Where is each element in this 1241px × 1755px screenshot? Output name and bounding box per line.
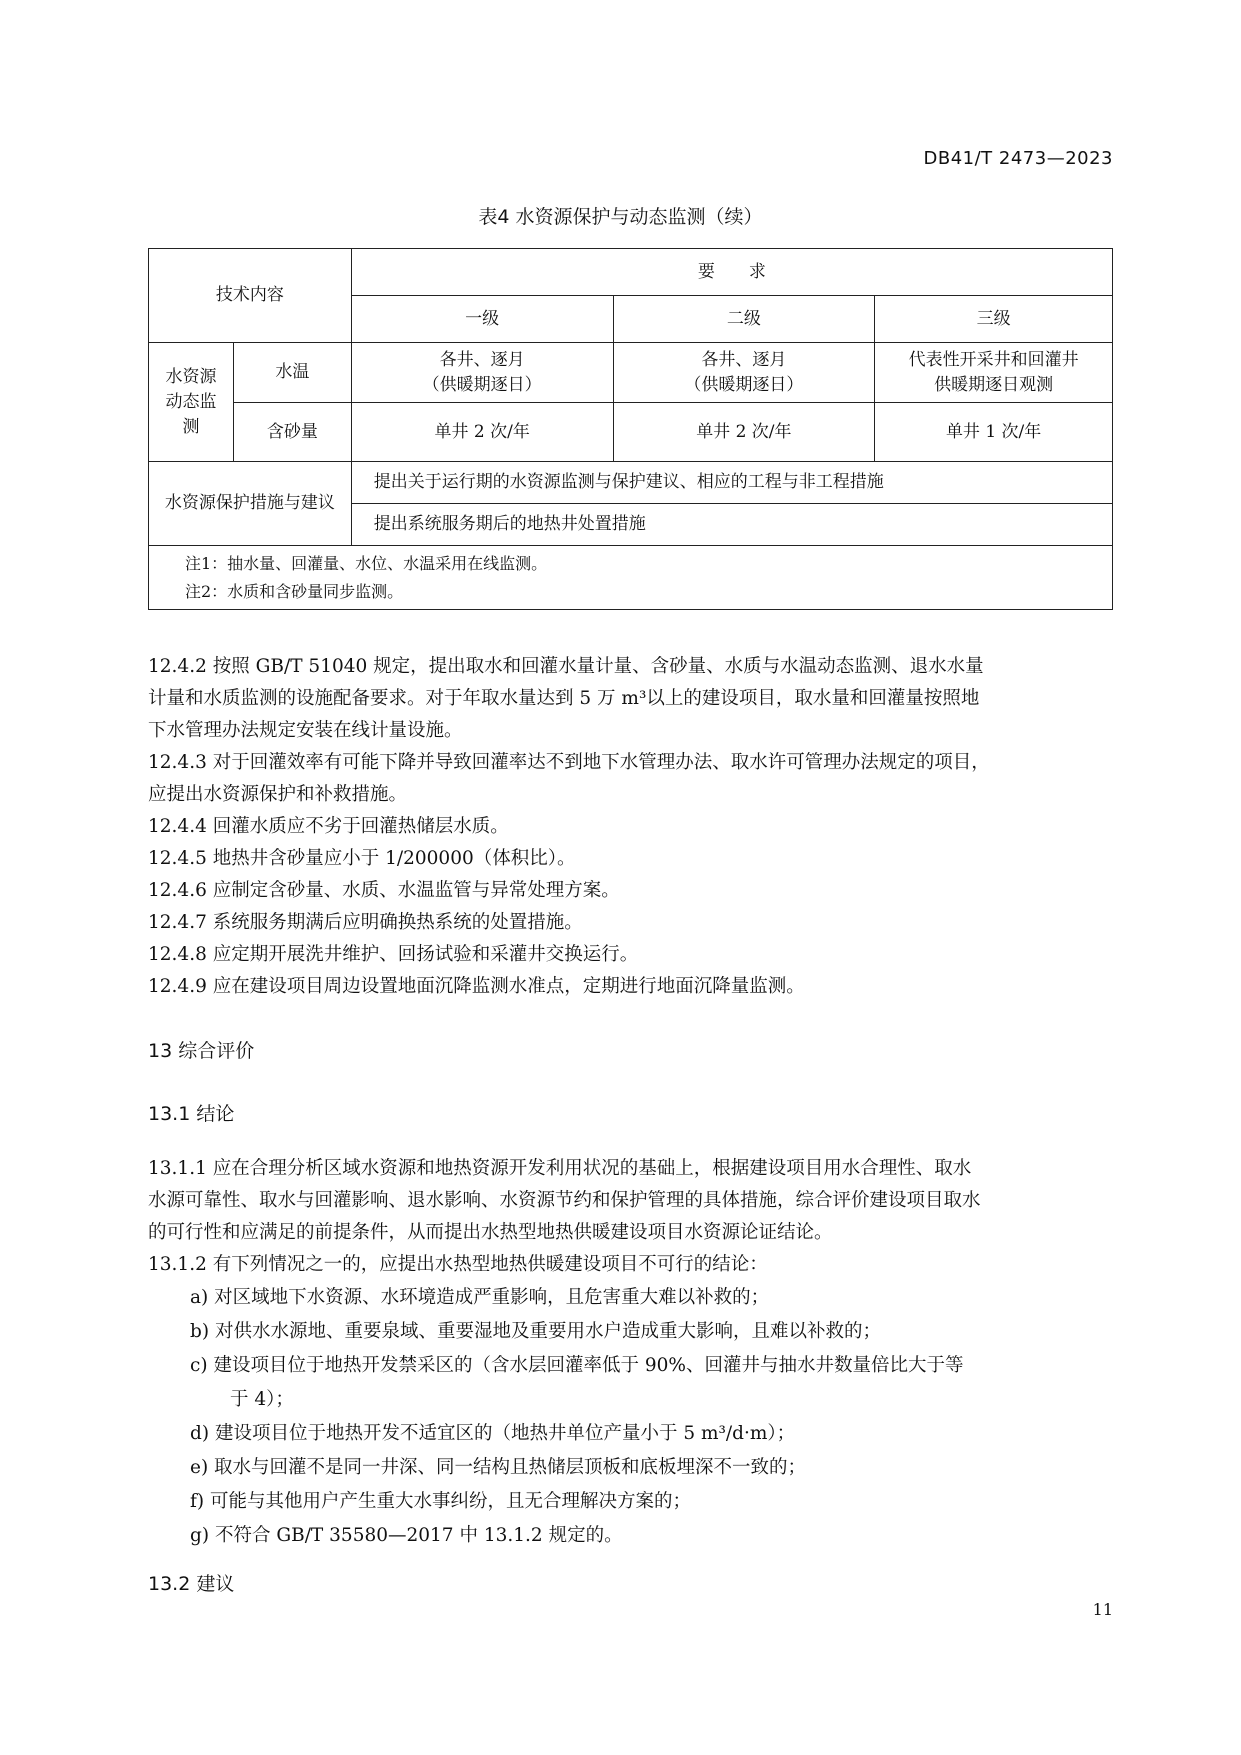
list-item-b: b) 对供水水源地、重要泉域、重要湿地及重要用水户造成重大影响，且难以补救的； (190, 1321, 881, 1342)
document-code: DB41/T 2473—2023 (923, 148, 1113, 169)
cell-temp-level-3: 代表性开采井和回灌井 供暖期逐日观测 (875, 343, 1113, 403)
clause-12-4-6: 12.4.6 应制定含砂量、水质、水温监管与异常处理方案。 (148, 880, 620, 901)
clause-12-4-3-line-1: 12.4.3 对于回灌效率有可能下降并导致回灌率达不到地下水管理办法、取水许可管理办法规定的项目， (148, 752, 990, 773)
list-item-f: f) 可能与其他用户产生重大水事纠纷，且无合理解决方案的； (190, 1491, 691, 1512)
page-number: 11 (1092, 1600, 1113, 1619)
row-label-sand-content: 含砂量 (233, 403, 351, 462)
clause-12-4-5: 12.4.5 地热井含砂量应小于 1/200000（体积比）。 (148, 848, 576, 869)
list-item-a: a) 对区域地下水资源、水环境造成严重影响，且危害重大难以补救的； (190, 1287, 770, 1308)
clause-13-1-2: 13.1.2 有下列情况之一的，应提出水热型地热供暖建设项目不可行的结论： (148, 1254, 768, 1275)
row-label-water-temp: 水温 (233, 343, 351, 403)
section-13-heading: 13 综合评价 (148, 1040, 255, 1062)
header-requirements: 要 求 (351, 249, 1112, 296)
clause-12-4-3-line-2: 应提出水资源保护和补救措施。 (148, 784, 408, 805)
list-item-c-line-2: 于 4）； (230, 1389, 294, 1410)
row-label-protection: 水资源保护措施与建议 (149, 462, 352, 546)
cell-sand-level-2: 单井 2 次/年 (613, 403, 875, 462)
header-level-1: 一级 (351, 296, 613, 343)
list-item-e: e) 取水与回灌不是同一井深、同一结构且热储层顶板和底板埋深不一致的； (190, 1457, 807, 1478)
group-dynamic-monitoring: 水资源动态监测 (149, 343, 234, 462)
cell-temp-level-2: 各井、逐月 （供暖期逐日） (613, 343, 875, 403)
protection-item-1: 提出关于运行期的水资源监测与保护建议、相应的工程与非工程措施 (351, 462, 1112, 504)
protection-item-2: 提出系统服务期后的地热井处置措施 (351, 504, 1112, 546)
requirements-table (148, 248, 1113, 610)
clause-13-1-1-line-2: 水源可靠性、取水与回灌影响、退水影响、水资源节约和保护管理的具体措施，综合评价建设项目取水 (148, 1190, 981, 1211)
clause-13-1-1-line-3: 的可行性和应满足的前提条件，从而提出水热型地热供暖建设项目水资源论证结论。 (148, 1222, 833, 1243)
table-note-1: 注1：抽水量、回灌量、水位、水温采用在线监测。 (149, 546, 1113, 578)
cell-sand-level-1: 单井 2 次/年 (351, 403, 613, 462)
cell-temp-level-1: 各井、逐月 （供暖期逐日） (351, 343, 613, 403)
table-note-2: 注2：水质和含砂量同步监测。 (149, 578, 1113, 610)
clause-12-4-2-line-3: 下水管理办法规定安装在线计量设施。 (148, 720, 463, 741)
list-item-g: g) 不符合 GB/T 35580—2017 中 13.1.2 规定的。 (190, 1525, 623, 1546)
section-13-1-heading: 13.1 结论 (148, 1103, 235, 1125)
clause-13-1-1-line-1: 13.1.1 应在合理分析区域水资源和地热资源开发利用状况的基础上，根据建设项目用水合理性、取水 (148, 1158, 972, 1179)
clause-12-4-8: 12.4.8 应定期开展洗井维护、回扬试验和采灌井交换运行。 (148, 944, 639, 965)
header-tech-content: 技术内容 (149, 249, 352, 343)
cell-sand-level-3: 单井 1 次/年 (875, 403, 1113, 462)
list-item-c-line-1: c) 建设项目位于地热开发禁采区的（含水层回灌率低于 90%、回灌井与抽水井数量倍比大于等 (190, 1355, 964, 1376)
header-level-3: 三级 (875, 296, 1113, 343)
clause-12-4-2-line-2: 计量和水质监测的设施配备要求。对于年取水量达到 5 万 m³以上的建设项目，取水量和回灌量按照地 (148, 688, 980, 709)
clause-12-4-2-line-1: 12.4.2 按照 GB/T 51040 规定，提出取水和回灌水量计量、含砂量、水质与水温动态监测、退水水量 (148, 656, 984, 677)
table-title: 表4 水资源保护与动态监测（续） (478, 206, 763, 228)
list-item-d: d) 建设项目位于地热开发不适宜区的（地热井单位产量小于 5 m³/d·m）； (190, 1423, 796, 1444)
clause-12-4-4: 12.4.4 回灌水质应不劣于回灌热储层水质。 (148, 816, 509, 837)
clause-12-4-7: 12.4.7 系统服务期满后应明确换热系统的处置措施。 (148, 912, 583, 933)
header-level-2: 二级 (613, 296, 875, 343)
clause-12-4-9: 12.4.9 应在建设项目周边设置地面沉降监测水准点，定期进行地面沉降量监测。 (148, 976, 805, 997)
section-13-2-heading: 13.2 建议 (148, 1573, 235, 1595)
